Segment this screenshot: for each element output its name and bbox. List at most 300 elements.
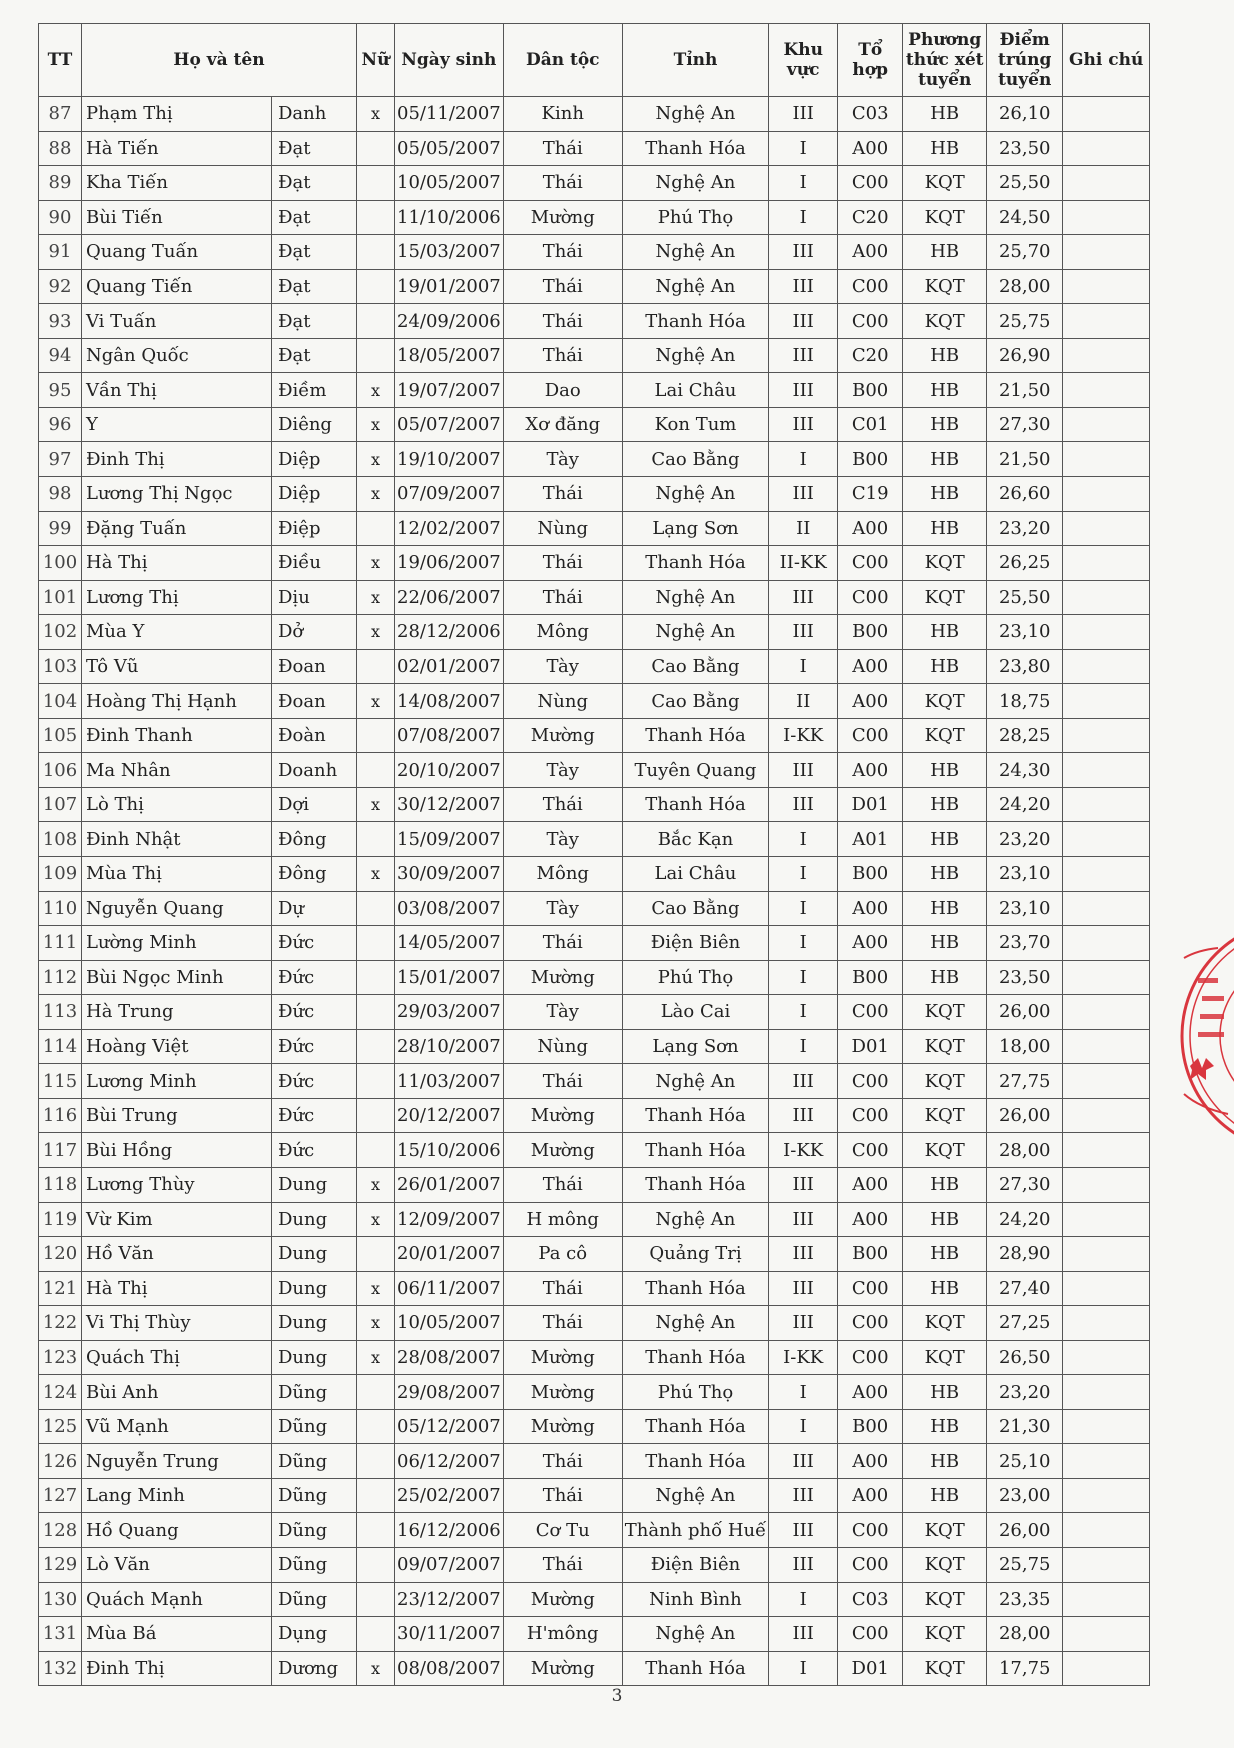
cell-row-number: 107 xyxy=(39,787,82,822)
table-row xyxy=(39,926,1150,961)
cell-birth-date: 26/01/2007 xyxy=(395,1167,504,1202)
cell-family-name: Vi Tuấn xyxy=(82,304,272,339)
cell-family-name: Bùi Ngọc Minh xyxy=(82,960,272,995)
cell-row-number: 96 xyxy=(39,407,82,442)
cell-given-name: Đông xyxy=(272,857,357,892)
cell-birth-date: 10/05/2007 xyxy=(395,166,504,201)
cell-admission-method: KQT xyxy=(903,1064,987,1099)
cell-female-mark xyxy=(357,1444,395,1479)
cell-admission-method: KQT xyxy=(903,1098,987,1133)
cell-subject-combo: A01 xyxy=(838,822,903,857)
cell-notes xyxy=(1063,1306,1150,1341)
cell-ethnicity: Mường xyxy=(503,1375,622,1410)
cell-ethnicity: Cơ Tu xyxy=(503,1513,622,1548)
cell-region: III xyxy=(769,1064,838,1099)
cell-score: 26,25 xyxy=(987,546,1063,581)
cell-province: Bắc Kạn xyxy=(622,822,768,857)
cell-region: I xyxy=(769,822,838,857)
cell-province: Thanh Hóa xyxy=(622,304,768,339)
cell-notes xyxy=(1063,1340,1150,1375)
cell-birth-date: 19/06/2007 xyxy=(395,546,504,581)
cell-province: Cao Bằng xyxy=(622,442,768,477)
cell-subject-combo: C03 xyxy=(838,97,903,132)
cell-subject-combo: A00 xyxy=(838,235,903,270)
cell-ethnicity: Tày xyxy=(503,442,622,477)
cell-region: I xyxy=(769,200,838,235)
cell-region: I xyxy=(769,995,838,1030)
cell-admission-method: KQT xyxy=(903,1582,987,1617)
cell-region: III xyxy=(769,1617,838,1652)
cell-female-mark xyxy=(357,649,395,684)
cell-province: Nghệ An xyxy=(622,580,768,615)
cell-family-name: Y xyxy=(82,407,272,442)
cell-region: III xyxy=(769,1271,838,1306)
cell-score: 23,50 xyxy=(987,960,1063,995)
cell-admission-method: HB xyxy=(903,615,987,650)
cell-region: III xyxy=(769,1513,838,1548)
cell-subject-combo: C00 xyxy=(838,1340,903,1375)
cell-region: I xyxy=(769,857,838,892)
table-row xyxy=(39,477,1150,512)
cell-row-number: 119 xyxy=(39,1202,82,1237)
cell-female-mark xyxy=(357,822,395,857)
cell-notes xyxy=(1063,166,1150,201)
cell-subject-combo: A00 xyxy=(838,649,903,684)
cell-admission-method: HB xyxy=(903,338,987,373)
cell-row-number: 92 xyxy=(39,269,82,304)
cell-given-name: Dở xyxy=(272,615,357,650)
cell-region: III xyxy=(769,97,838,132)
cell-score: 25,70 xyxy=(987,235,1063,270)
table-row xyxy=(39,960,1150,995)
cell-region: III xyxy=(769,1237,838,1272)
cell-score: 25,50 xyxy=(987,166,1063,201)
cell-ethnicity: Mường xyxy=(503,1340,622,1375)
cell-female-mark xyxy=(357,1582,395,1617)
cell-family-name: Hoàng Thị Hạnh xyxy=(82,684,272,719)
cell-province: Quảng Trị xyxy=(622,1237,768,1272)
cell-ethnicity: Dao xyxy=(503,373,622,408)
cell-subject-combo: A00 xyxy=(838,1444,903,1479)
cell-province: Nghệ An xyxy=(622,235,768,270)
cell-notes xyxy=(1063,753,1150,788)
cell-female-mark: x xyxy=(357,407,395,442)
cell-region: I xyxy=(769,649,838,684)
cell-birth-date: 23/12/2007 xyxy=(395,1582,504,1617)
cell-admission-method: KQT xyxy=(903,1513,987,1548)
cell-birth-date: 15/10/2006 xyxy=(395,1133,504,1168)
admission-list-table xyxy=(38,23,1150,1686)
cell-province: Nghệ An xyxy=(622,1064,768,1099)
cell-female-mark xyxy=(357,166,395,201)
cell-subject-combo: B00 xyxy=(838,442,903,477)
cell-ethnicity: Mông xyxy=(503,857,622,892)
table-row xyxy=(39,1409,1150,1444)
cell-row-number: 110 xyxy=(39,891,82,926)
cell-region: III xyxy=(769,1547,838,1582)
cell-female-mark xyxy=(357,1064,395,1099)
cell-admission-method: HB xyxy=(903,373,987,408)
cell-ethnicity: Mường xyxy=(503,718,622,753)
cell-birth-date: 06/12/2007 xyxy=(395,1444,504,1479)
cell-row-number: 117 xyxy=(39,1133,82,1168)
cell-given-name: Đạt xyxy=(272,131,357,166)
cell-birth-date: 24/09/2006 xyxy=(395,304,504,339)
cell-province: Nghệ An xyxy=(622,1202,768,1237)
cell-birth-date: 02/01/2007 xyxy=(395,649,504,684)
cell-ethnicity: Thái xyxy=(503,1478,622,1513)
cell-notes xyxy=(1063,1513,1150,1548)
cell-admission-method: HB xyxy=(903,1167,987,1202)
cell-ethnicity: Tày xyxy=(503,822,622,857)
cell-female-mark xyxy=(357,338,395,373)
header-female: Nữ xyxy=(357,24,395,97)
cell-family-name: Đinh Thị xyxy=(82,442,272,477)
table-row xyxy=(39,407,1150,442)
cell-subject-combo: B00 xyxy=(838,1409,903,1444)
cell-notes xyxy=(1063,1029,1150,1064)
cell-subject-combo: A00 xyxy=(838,684,903,719)
cell-female-mark xyxy=(357,960,395,995)
cell-admission-method: KQT xyxy=(903,546,987,581)
cell-ethnicity: Mường xyxy=(503,200,622,235)
cell-notes xyxy=(1063,857,1150,892)
cell-row-number: 125 xyxy=(39,1409,82,1444)
cell-score: 23,10 xyxy=(987,615,1063,650)
cell-ethnicity: Pa cô xyxy=(503,1237,622,1272)
cell-row-number: 91 xyxy=(39,235,82,270)
cell-notes xyxy=(1063,1582,1150,1617)
cell-ethnicity: Thái xyxy=(503,580,622,615)
cell-subject-combo: B00 xyxy=(838,1237,903,1272)
cell-subject-combo: C20 xyxy=(838,338,903,373)
cell-admission-method: HB xyxy=(903,649,987,684)
cell-notes xyxy=(1063,407,1150,442)
table-row xyxy=(39,822,1150,857)
cell-subject-combo: D01 xyxy=(838,787,903,822)
cell-score: 23,50 xyxy=(987,131,1063,166)
cell-notes xyxy=(1063,1098,1150,1133)
cell-ethnicity: Thái xyxy=(503,926,622,961)
cell-female-mark xyxy=(357,511,395,546)
cell-province: Phú Thọ xyxy=(622,960,768,995)
cell-female-mark xyxy=(357,1237,395,1272)
cell-row-number: 124 xyxy=(39,1375,82,1410)
cell-family-name: Lương Thùy xyxy=(82,1167,272,1202)
cell-row-number: 89 xyxy=(39,166,82,201)
cell-ethnicity: Thái xyxy=(503,269,622,304)
cell-region: III xyxy=(769,235,838,270)
cell-birth-date: 16/12/2006 xyxy=(395,1513,504,1548)
cell-province: Nghệ An xyxy=(622,338,768,373)
cell-score: 26,10 xyxy=(987,97,1063,132)
cell-row-number: 129 xyxy=(39,1547,82,1582)
cell-score: 27,30 xyxy=(987,407,1063,442)
header-province: Tỉnh xyxy=(622,24,768,97)
header-subject-combo: Tổ hợp xyxy=(838,24,903,97)
cell-region: III xyxy=(769,373,838,408)
table-row xyxy=(39,857,1150,892)
cell-row-number: 118 xyxy=(39,1167,82,1202)
header-birth-date: Ngày sinh xyxy=(395,24,504,97)
cell-family-name: Hồ Quang xyxy=(82,1513,272,1548)
seal-icon xyxy=(1178,918,1234,1154)
cell-ethnicity: Mường xyxy=(503,1651,622,1686)
cell-subject-combo: A00 xyxy=(838,131,903,166)
cell-female-mark xyxy=(357,1547,395,1582)
cell-admission-method: KQT xyxy=(903,1651,987,1686)
cell-given-name: Đoan xyxy=(272,684,357,719)
cell-row-number: 104 xyxy=(39,684,82,719)
red-seal-stamp xyxy=(1178,918,1234,1154)
cell-score: 24,50 xyxy=(987,200,1063,235)
cell-ethnicity: Mường xyxy=(503,960,622,995)
cell-row-number: 131 xyxy=(39,1617,82,1652)
cell-notes xyxy=(1063,442,1150,477)
cell-row-number: 94 xyxy=(39,338,82,373)
cell-row-number: 120 xyxy=(39,1237,82,1272)
cell-birth-date: 07/09/2007 xyxy=(395,477,504,512)
cell-given-name: Dũng xyxy=(272,1582,357,1617)
cell-province: Lạng Sơn xyxy=(622,511,768,546)
cell-score: 25,10 xyxy=(987,1444,1063,1479)
cell-region: I-KK xyxy=(769,1133,838,1168)
cell-given-name: Dự xyxy=(272,891,357,926)
cell-region: III xyxy=(769,1167,838,1202)
cell-admission-method: HB xyxy=(903,1237,987,1272)
cell-province: Lai Châu xyxy=(622,857,768,892)
cell-female-mark xyxy=(357,1098,395,1133)
cell-admission-method: KQT xyxy=(903,580,987,615)
cell-province: Thanh Hóa xyxy=(622,1271,768,1306)
cell-family-name: Hà Thị xyxy=(82,546,272,581)
cell-ethnicity: Mường xyxy=(503,1409,622,1444)
cell-birth-date: 11/03/2007 xyxy=(395,1064,504,1099)
cell-family-name: Nguyễn Trung xyxy=(82,1444,272,1479)
cell-family-name: Đặng Tuấn xyxy=(82,511,272,546)
cell-score: 23,20 xyxy=(987,1375,1063,1410)
cell-female-mark: x xyxy=(357,1340,395,1375)
cell-ethnicity: Thái xyxy=(503,304,622,339)
table-row xyxy=(39,684,1150,719)
cell-birth-date: 19/01/2007 xyxy=(395,269,504,304)
cell-notes xyxy=(1063,1651,1150,1686)
table-row xyxy=(39,580,1150,615)
table-row xyxy=(39,235,1150,270)
cell-admission-method: HB xyxy=(903,857,987,892)
cell-notes xyxy=(1063,1444,1150,1479)
cell-given-name: Dụng xyxy=(272,1617,357,1652)
cell-given-name: Điều xyxy=(272,546,357,581)
table-row xyxy=(39,269,1150,304)
cell-row-number: 112 xyxy=(39,960,82,995)
cell-subject-combo: C00 xyxy=(838,718,903,753)
table-row xyxy=(39,1098,1150,1133)
cell-province: Kon Tum xyxy=(622,407,768,442)
cell-birth-date: 30/11/2007 xyxy=(395,1617,504,1652)
cell-notes xyxy=(1063,546,1150,581)
cell-birth-date: 15/01/2007 xyxy=(395,960,504,995)
cell-female-mark: x xyxy=(357,546,395,581)
table-row xyxy=(39,200,1150,235)
cell-female-mark xyxy=(357,1029,395,1064)
cell-row-number: 123 xyxy=(39,1340,82,1375)
cell-birth-date: 20/12/2007 xyxy=(395,1098,504,1133)
table-row xyxy=(39,1202,1150,1237)
cell-birth-date: 05/11/2007 xyxy=(395,97,504,132)
cell-given-name: Đức xyxy=(272,960,357,995)
cell-province: Thanh Hóa xyxy=(622,1409,768,1444)
cell-region: III xyxy=(769,407,838,442)
cell-family-name: Quách Mạnh xyxy=(82,1582,272,1617)
cell-female-mark: x xyxy=(357,1651,395,1686)
cell-row-number: 108 xyxy=(39,822,82,857)
cell-female-mark: x xyxy=(357,615,395,650)
cell-admission-method: KQT xyxy=(903,718,987,753)
cell-birth-date: 09/07/2007 xyxy=(395,1547,504,1582)
cell-province: Nghệ An xyxy=(622,615,768,650)
table-row xyxy=(39,166,1150,201)
cell-region: III xyxy=(769,1306,838,1341)
cell-ethnicity: Thái xyxy=(503,338,622,373)
cell-row-number: 126 xyxy=(39,1444,82,1479)
cell-province: Cao Bằng xyxy=(622,891,768,926)
cell-given-name: Dương xyxy=(272,1651,357,1686)
cell-notes xyxy=(1063,1478,1150,1513)
cell-region: I xyxy=(769,166,838,201)
cell-subject-combo: C00 xyxy=(838,1271,903,1306)
cell-subject-combo: A00 xyxy=(838,1375,903,1410)
cell-given-name: Đạt xyxy=(272,235,357,270)
table-row xyxy=(39,1029,1150,1064)
cell-province: Thanh Hóa xyxy=(622,1167,768,1202)
cell-given-name: Diệp xyxy=(272,442,357,477)
cell-subject-combo: A00 xyxy=(838,1202,903,1237)
cell-given-name: Đạt xyxy=(272,200,357,235)
cell-score: 27,30 xyxy=(987,1167,1063,1202)
cell-birth-date: 25/02/2007 xyxy=(395,1478,504,1513)
cell-notes xyxy=(1063,1617,1150,1652)
cell-family-name: Lò Văn xyxy=(82,1547,272,1582)
cell-given-name: Đức xyxy=(272,926,357,961)
cell-family-name: Kha Tiến xyxy=(82,166,272,201)
cell-admission-method: KQT xyxy=(903,304,987,339)
cell-admission-method: HB xyxy=(903,511,987,546)
cell-family-name: Quang Tuấn xyxy=(82,235,272,270)
cell-birth-date: 30/09/2007 xyxy=(395,857,504,892)
cell-row-number: 93 xyxy=(39,304,82,339)
cell-notes xyxy=(1063,1271,1150,1306)
cell-subject-combo: C00 xyxy=(838,580,903,615)
cell-ethnicity: Thái xyxy=(503,1444,622,1479)
cell-region: I xyxy=(769,960,838,995)
cell-region: I xyxy=(769,131,838,166)
cell-female-mark xyxy=(357,1513,395,1548)
cell-admission-method: HB xyxy=(903,822,987,857)
cell-admission-method: HB xyxy=(903,926,987,961)
cell-province: Cao Bằng xyxy=(622,649,768,684)
cell-row-number: 122 xyxy=(39,1306,82,1341)
cell-notes xyxy=(1063,1133,1150,1168)
cell-row-number: 121 xyxy=(39,1271,82,1306)
cell-region: I xyxy=(769,891,838,926)
cell-subject-combo: A00 xyxy=(838,511,903,546)
cell-given-name: Đức xyxy=(272,1029,357,1064)
table-row xyxy=(39,1167,1150,1202)
cell-birth-date: 05/12/2007 xyxy=(395,1409,504,1444)
header-ethnicity: Dân tộc xyxy=(503,24,622,97)
cell-birth-date: 29/08/2007 xyxy=(395,1375,504,1410)
cell-province: Thanh Hóa xyxy=(622,131,768,166)
cell-family-name: Lò Thị xyxy=(82,787,272,822)
cell-female-mark xyxy=(357,269,395,304)
cell-given-name: Đức xyxy=(272,1133,357,1168)
cell-row-number: 113 xyxy=(39,995,82,1030)
header-region: Khu vực xyxy=(769,24,838,97)
table-row xyxy=(39,1617,1150,1652)
cell-birth-date: 12/09/2007 xyxy=(395,1202,504,1237)
cell-birth-date: 15/03/2007 xyxy=(395,235,504,270)
cell-subject-combo: B00 xyxy=(838,615,903,650)
cell-score: 26,60 xyxy=(987,477,1063,512)
cell-score: 27,75 xyxy=(987,1064,1063,1099)
cell-birth-date: 19/10/2007 xyxy=(395,442,504,477)
cell-region: I xyxy=(769,1409,838,1444)
cell-row-number: 87 xyxy=(39,97,82,132)
cell-score: 23,80 xyxy=(987,649,1063,684)
header-full-name: Họ và tên xyxy=(82,24,357,97)
cell-province: Cao Bằng xyxy=(622,684,768,719)
table-row xyxy=(39,131,1150,166)
cell-score: 17,75 xyxy=(987,1651,1063,1686)
cell-given-name: Đạt xyxy=(272,166,357,201)
cell-admission-method: HB xyxy=(903,1444,987,1479)
cell-row-number: 102 xyxy=(39,615,82,650)
cell-notes xyxy=(1063,477,1150,512)
cell-ethnicity: Thái xyxy=(503,1547,622,1582)
cell-score: 26,00 xyxy=(987,995,1063,1030)
cell-notes xyxy=(1063,304,1150,339)
cell-score: 26,50 xyxy=(987,1340,1063,1375)
header-admission-method: Phương thức xét tuyển xyxy=(903,24,987,97)
cell-subject-combo: B00 xyxy=(838,857,903,892)
cell-family-name: Quách Thị xyxy=(82,1340,272,1375)
cell-region: I xyxy=(769,1582,838,1617)
cell-ethnicity: Nùng xyxy=(503,684,622,719)
cell-subject-combo: A00 xyxy=(838,1478,903,1513)
cell-ethnicity: Thái xyxy=(503,1064,622,1099)
cell-row-number: 97 xyxy=(39,442,82,477)
cell-admission-method: HB xyxy=(903,407,987,442)
cell-subject-combo: C00 xyxy=(838,304,903,339)
cell-given-name: Dung xyxy=(272,1306,357,1341)
cell-birth-date: 03/08/2007 xyxy=(395,891,504,926)
cell-family-name: Đinh Thị xyxy=(82,1651,272,1686)
cell-female-mark xyxy=(357,235,395,270)
cell-province: Thành phố Huế xyxy=(622,1513,768,1548)
cell-score: 21,50 xyxy=(987,373,1063,408)
cell-family-name: Bùi Tiến xyxy=(82,200,272,235)
cell-ethnicity: Mông xyxy=(503,615,622,650)
cell-birth-date: 30/12/2007 xyxy=(395,787,504,822)
cell-subject-combo: C00 xyxy=(838,1547,903,1582)
cell-family-name: Vi Thị Thùy xyxy=(82,1306,272,1341)
cell-female-mark: x xyxy=(357,1306,395,1341)
cell-birth-date: 08/08/2007 xyxy=(395,1651,504,1686)
cell-given-name: Dợi xyxy=(272,787,357,822)
cell-subject-combo: C00 xyxy=(838,546,903,581)
cell-female-mark xyxy=(357,200,395,235)
